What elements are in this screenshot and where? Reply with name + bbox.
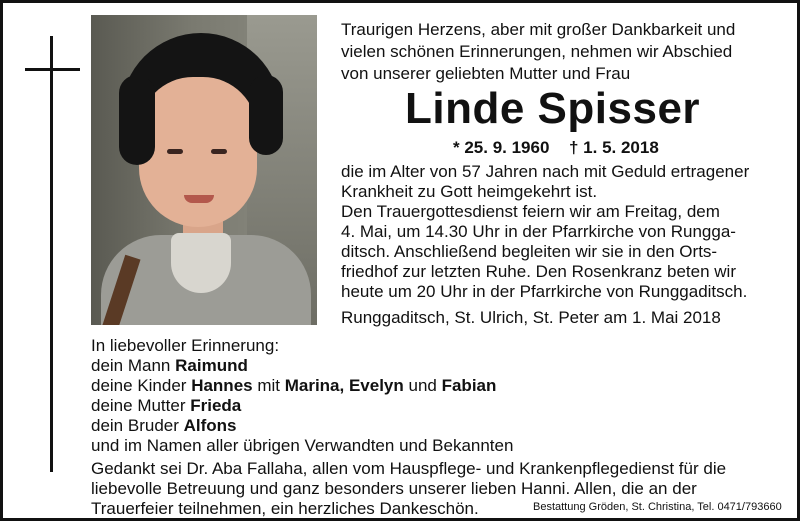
body-line-5: ditsch. Anschließend begleiten wir sie in den Orts- [341,242,718,261]
thanks-line-1: Gedankt sei Dr. Aba Fallaha, allen vom Hauspflege- und Krankenpflegedienst für die [91,459,727,478]
birth-date: * 25. 9. 1960 [453,138,550,157]
intro-line-1: Traurigen Herzens, aber mit großer Dankbarkeit und [341,20,736,39]
mourners-heading: In liebevoller Erinnerung: [91,336,280,355]
intro-line-2: vielen schönen Erinnerungen, nehmen wir Abschied [341,42,733,61]
body-line-4: 4. Mai, um 14.30 Uhr in der Pfarrkirche von Rungga- [341,222,736,241]
mourner-children: deine Kinder Hannes mit Marina, Evelyn und Fabian [91,376,497,395]
portrait-photo [91,15,317,325]
mourner-brother: dein Bruder Alfons [91,416,237,435]
place-date: Runggaditsch, St. Ulrich, St. Peter am 1. Mai 2018 [341,308,721,327]
thanks-line-2: liebevolle Betreuung und ganz besonders unserer lieben Hanni. Allen, die an der [91,479,697,498]
mourner-husband: dein Mann Raimund [91,356,248,375]
body-line-6: friedhof zur letzten Ruhe. Den Rosenkranz beten wir [341,262,736,281]
body-line-2: Krankheit zu Gott heimgekehrt ist. [341,182,598,201]
cross-icon-bar [25,68,80,71]
mourner-mother: deine Mutter Frieda [91,396,242,415]
body-line-1: die im Alter von 57 Jahren nach mit Geduld ertragener [341,162,750,181]
thanks-line-3: Trauerfeier teilnehmen, ein herzliches Dankeschön. [91,499,479,518]
funeral-home: Bestattung Gröden, St. Christina, Tel. 0471/793660 [533,501,782,513]
deceased-name: Linde Spisser [405,84,701,133]
body-line-7: heute um 20 Uhr in der Pfarrkirche von Runggaditsch. [341,282,748,301]
cross-icon [50,36,53,472]
mourner-others: und im Namen aller übrigen Verwandten und Bekannten [91,436,514,455]
death-date: † 1. 5. 2018 [569,138,659,157]
intro-line-3: von unserer geliebten Mutter und Frau [341,64,631,83]
body-line-3: Den Trauergottesdienst feiern wir am Freitag, dem [341,202,720,221]
